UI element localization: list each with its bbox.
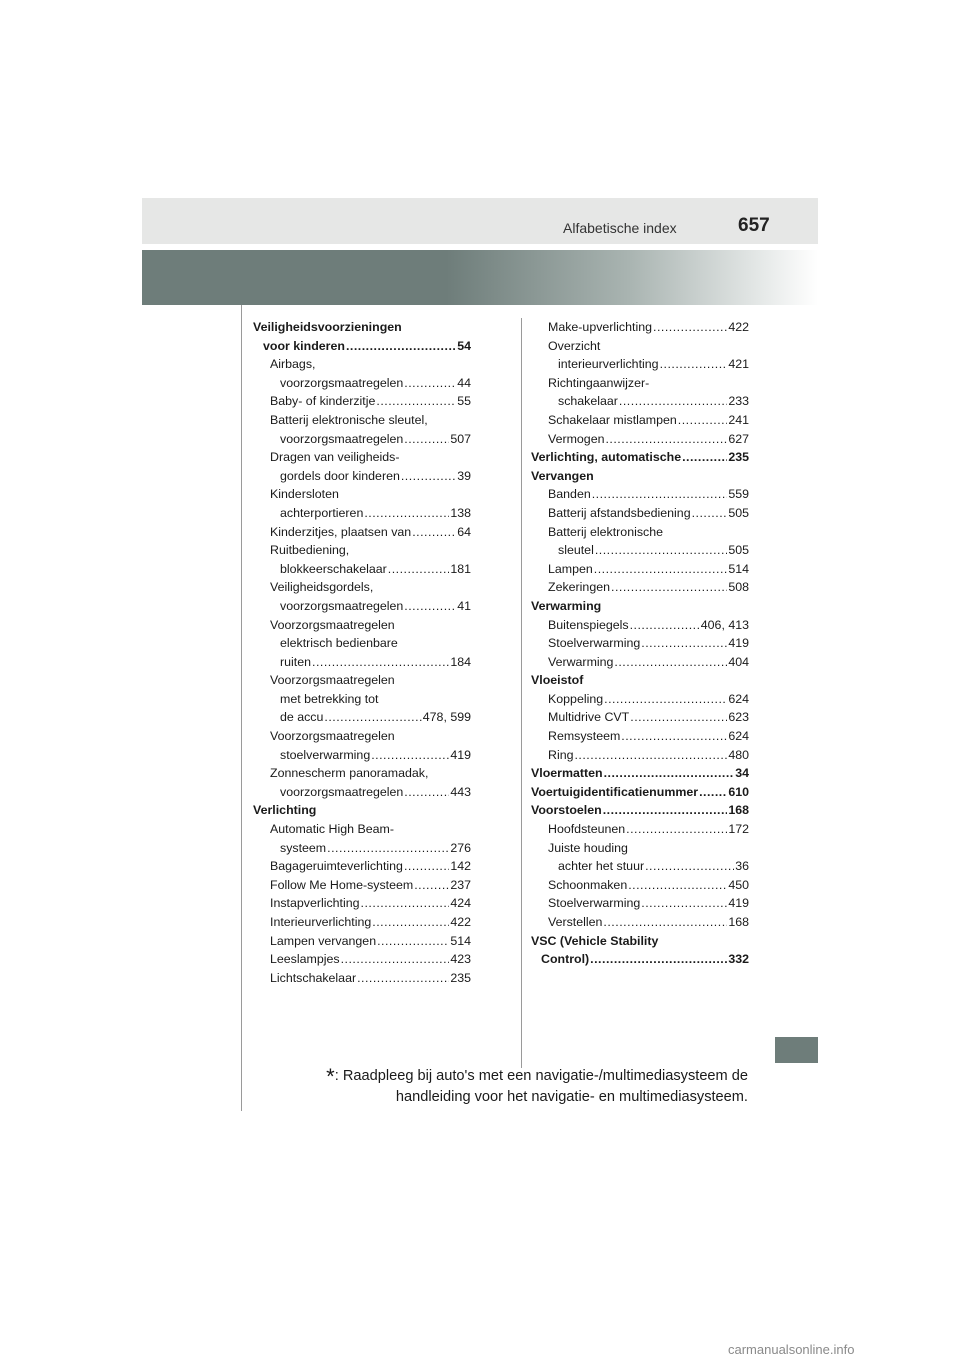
index-entry — [253, 541, 471, 560]
index-entry-page: 39 — [457, 468, 471, 483]
dot-leader — [574, 746, 727, 765]
dot-leader — [388, 560, 450, 579]
index-entry — [531, 727, 749, 746]
index-entry-text: Automatic High Beam- — [270, 822, 394, 837]
index-entry — [253, 764, 471, 783]
index-entry-text: Baby- of kinderzitje — [270, 394, 376, 409]
footnote — [300, 1066, 748, 1107]
index-entry — [531, 560, 749, 579]
index-entry-page: 233 — [728, 394, 749, 409]
index-entry-text: Lampen — [548, 561, 593, 576]
index-entry-page: 41 — [457, 598, 471, 613]
dot-leader — [645, 857, 734, 876]
index-entry-text: Batterij elektronische — [548, 524, 664, 539]
index-entry — [253, 727, 471, 746]
index-entry — [531, 839, 749, 858]
dot-leader — [653, 318, 727, 337]
index-entry-page: 559 — [728, 487, 749, 502]
index-entry — [531, 801, 749, 820]
dot-leader — [660, 355, 728, 374]
dot-leader — [603, 801, 728, 820]
index-entry-text: Overzicht — [548, 338, 601, 353]
index-entry-page: 610 — [728, 784, 749, 799]
index-entry-text: ruiten — [280, 654, 311, 669]
index-entry-page: 44 — [457, 375, 471, 390]
index-entry-page: 237 — [450, 877, 471, 892]
index-entry-text: Vervangen — [531, 468, 594, 483]
index-entry-page: 64 — [457, 524, 471, 539]
index-entry — [531, 355, 749, 374]
footnote-line-1 — [300, 1066, 748, 1087]
index-entry-page: 421 — [728, 357, 749, 372]
dot-leader — [592, 485, 728, 504]
index-entry — [531, 820, 749, 839]
index-entry-text: Voorzorgsmaatregelen — [270, 673, 395, 688]
header-bar — [142, 198, 818, 244]
index-entry — [531, 746, 749, 765]
dot-leader — [682, 448, 727, 467]
index-entry — [253, 708, 471, 727]
dot-leader — [614, 653, 727, 672]
index-entry-text: elektrisch bedienbare — [280, 636, 398, 651]
index-entry-text: Lichtschakelaar — [270, 970, 357, 985]
index-entry-text: systeem — [280, 840, 327, 855]
index-entry-text: Buitenspiegels — [548, 617, 629, 632]
index-entry-page: 514 — [450, 933, 471, 948]
index-entry-page: 168 — [728, 915, 749, 929]
page-number: 657 — [738, 215, 770, 236]
dot-leader — [641, 894, 727, 913]
index-entry — [253, 932, 471, 951]
index-entry — [253, 894, 471, 913]
index-entry-text: Bagageruimteverlichting — [270, 859, 403, 874]
index-entry — [531, 523, 749, 542]
dot-leader — [404, 374, 456, 393]
index-entry-text: Veiligheidsvoorzieningen — [253, 320, 402, 334]
index-entry-page: 624 — [728, 691, 749, 706]
index-entry — [253, 820, 471, 839]
index-entry — [531, 597, 749, 616]
dot-leader — [594, 560, 728, 579]
index-entry-text: Follow Me Home-systeem — [270, 877, 414, 892]
dot-leader — [630, 616, 700, 635]
index-entry-page: 36 — [735, 859, 749, 874]
dot-leader — [341, 950, 450, 969]
index-entry-text: Verlichting — [253, 803, 317, 818]
dot-leader — [605, 430, 727, 449]
index-entry-text: Control) — [541, 952, 590, 967]
index-entry — [531, 932, 749, 951]
dot-leader — [630, 708, 727, 727]
index-entry-page: 450 — [728, 877, 749, 892]
index-entry-text: Vloeistof — [531, 673, 584, 688]
index-entry-page: 419 — [728, 896, 749, 911]
index-entry — [531, 578, 749, 597]
dot-leader — [412, 523, 456, 542]
index-entry-text: Voorstoelen — [531, 803, 602, 818]
dot-leader — [401, 467, 456, 486]
index-entry-page: 514 — [728, 561, 749, 576]
index-entry-page: 480 — [728, 747, 749, 762]
index-entry — [253, 801, 471, 820]
index-entry-text: voor kinderen — [263, 338, 345, 353]
index-entry-text: Vloermatten — [531, 766, 603, 781]
index-entry-text: Verwarming — [531, 598, 602, 613]
watermark: carmanualsonline.info — [728, 1342, 855, 1357]
index-entry — [253, 430, 471, 449]
index-entry-page: 624 — [728, 729, 749, 744]
index-entry — [531, 876, 749, 895]
index-entry-text: achter het stuur — [558, 859, 645, 874]
index-entry-text: Verwarming — [548, 654, 614, 669]
dot-leader — [641, 634, 727, 653]
dot-leader — [372, 913, 449, 932]
index-entry-page: 508 — [728, 580, 749, 595]
index-entry-text: Remsysteem — [548, 729, 621, 744]
index-entry — [253, 337, 471, 356]
index-entry — [253, 374, 471, 393]
index-entry — [531, 764, 749, 783]
index-entry-text: Voorzorgsmaatregelen — [270, 729, 395, 744]
index-entry-text: Hoofdsteunen — [548, 822, 626, 837]
index-entry-text: voorzorgsmaatregelen — [280, 431, 404, 446]
dot-leader — [324, 708, 421, 727]
index-entry — [531, 448, 749, 467]
index-entry-page: 184 — [450, 654, 471, 669]
index-entry-page: 507 — [450, 431, 471, 446]
index-entry-text: Zonnescherm panoramadak, — [270, 766, 429, 781]
index-entry — [531, 430, 749, 449]
index-entry — [253, 839, 471, 858]
index-entry-text: Schoonmaken — [548, 877, 628, 892]
index-entry — [531, 653, 749, 672]
gradient-band — [142, 250, 818, 305]
dot-leader — [590, 950, 727, 969]
dot-leader — [626, 820, 727, 839]
dot-leader — [603, 913, 727, 932]
index-entry-page: 623 — [728, 710, 749, 725]
dot-leader — [312, 653, 449, 672]
index-entry-page: 168 — [728, 803, 749, 818]
index-entry — [531, 690, 749, 709]
index-entry-text: VSC (Vehicle Stability — [531, 933, 659, 948]
index-entry — [253, 392, 471, 411]
section-tab — [775, 1037, 818, 1063]
index-entry-text: blokkeerschakelaar — [280, 561, 387, 576]
dot-leader — [628, 876, 727, 895]
index-entry — [253, 634, 471, 653]
index-entry-text: Voorzorgsmaatregelen — [270, 617, 395, 632]
index-entry-page: 138 — [450, 505, 471, 520]
index-entry — [253, 355, 471, 374]
index-entry — [253, 857, 471, 876]
index-entry-text: schakelaar — [558, 394, 618, 409]
dot-leader — [357, 969, 449, 988]
index-entry-page: 419 — [728, 636, 749, 651]
dot-leader — [404, 783, 449, 802]
index-entry-text: Ring — [548, 747, 574, 762]
dot-leader — [364, 504, 449, 523]
index-entry — [253, 783, 471, 802]
dot-leader — [371, 746, 449, 765]
index-entry-page: 419 — [450, 747, 471, 762]
index-entry-text: Banden — [548, 487, 591, 502]
index-entry-text: voorzorgsmaatregelen — [280, 784, 404, 799]
dot-leader — [595, 541, 727, 560]
index-entry — [253, 485, 471, 504]
index-entry — [253, 969, 471, 988]
index-entry — [253, 597, 471, 616]
index-entry-text: Veiligheidsgordels, — [270, 580, 374, 595]
section-title: Alfabetische index — [563, 220, 677, 236]
index-entry-text: Interieurverlichting — [270, 915, 372, 929]
index-column-left — [253, 318, 471, 987]
index-entry-page: 235 — [450, 970, 471, 985]
index-entry-text: Instapverlichting — [270, 896, 360, 911]
index-entry-text: Leeslampjes — [270, 952, 340, 967]
index-entry-text: Airbags, — [270, 357, 316, 372]
index-entry-page: 627 — [728, 431, 749, 446]
index-entry — [253, 523, 471, 542]
dot-leader — [678, 411, 728, 430]
index-entry-text: Zekeringen — [548, 580, 610, 595]
index-entry — [253, 411, 471, 430]
index-entry-text: Ruitbediening, — [270, 543, 350, 558]
index-entry-text: Juiste houding — [548, 840, 628, 855]
index-entry-page: 34 — [735, 766, 749, 781]
index-entry — [253, 671, 471, 690]
index-entry-text: achterportieren — [280, 505, 364, 520]
column-divider — [521, 318, 522, 1068]
index-entry-page: 142 — [450, 859, 471, 874]
index-entry — [253, 653, 471, 672]
index-entry — [531, 671, 749, 690]
index-entry — [531, 485, 749, 504]
index-entry-text: Make-upverlichting — [548, 320, 652, 334]
index-entry-page: 276 — [450, 840, 471, 855]
dot-leader — [699, 783, 727, 802]
index-entry — [253, 913, 471, 932]
index-entry-page: 241 — [728, 412, 749, 427]
index-entry-page: 505 — [728, 543, 749, 558]
index-entry-text: Kindersloten — [270, 487, 339, 502]
index-entry — [531, 708, 749, 727]
dot-leader — [619, 392, 727, 411]
index-entry — [531, 783, 749, 802]
index-entry — [531, 913, 749, 932]
index-entry — [253, 318, 471, 337]
dot-leader — [376, 392, 456, 411]
index-entry-text: Vermogen — [548, 431, 605, 446]
index-entry-text: met betrekking tot — [280, 691, 379, 706]
index-entry-page: 404 — [728, 654, 749, 669]
index-entry-page: 172 — [728, 822, 749, 837]
index-entry — [253, 950, 471, 969]
index-entry-page: 478, 599 — [422, 710, 471, 725]
index-entry-page: 423 — [450, 952, 471, 967]
index-entry-text: interieurverlichting — [558, 357, 659, 372]
index-column-right — [531, 318, 749, 969]
index-entry — [531, 634, 749, 653]
dot-leader — [404, 430, 449, 449]
index-entry — [253, 876, 471, 895]
dot-leader — [404, 597, 456, 616]
index-entry-text: Dragen van veiligheids- — [270, 450, 400, 465]
index-entry — [253, 467, 471, 486]
index-entry — [253, 578, 471, 597]
index-entry — [531, 541, 749, 560]
index-entry-text: gordels door kinderen — [280, 468, 400, 483]
index-entry-text: voorzorgsmaatregelen — [280, 598, 404, 613]
index-entry-text: stoelverwarming — [280, 747, 371, 762]
index-entry-text: Schakelaar mistlampen — [548, 412, 677, 427]
index-entry-text: Lampen vervangen — [270, 933, 377, 948]
left-margin-rule — [241, 305, 242, 1111]
index-entry-text: Stoelverwarming — [548, 636, 641, 651]
index-entry — [531, 318, 749, 337]
index-entry-text: de accu — [280, 710, 324, 725]
index-entry — [531, 894, 749, 913]
index-entry-page: 181 — [450, 561, 471, 576]
index-entry — [531, 374, 749, 393]
dot-leader — [377, 932, 449, 951]
dot-leader — [404, 857, 449, 876]
index-entry-text: Voertuigidentificatienummer — [531, 784, 699, 799]
dot-leader — [604, 764, 735, 783]
index-entry — [531, 950, 749, 969]
dot-leader — [611, 578, 727, 597]
index-entry-page: 406, 413 — [700, 617, 749, 632]
dot-leader — [361, 894, 450, 913]
index-entry-text: voorzorgsmaatregelen — [280, 375, 404, 390]
index-entry-page: 235 — [728, 450, 749, 465]
index-entry-text: Verlichting, automatische — [531, 450, 682, 465]
index-entry — [531, 616, 749, 635]
index-entry-text: Kinderzitjes, plaatsen van — [270, 524, 412, 539]
index-entry-page: 422 — [728, 320, 749, 334]
index-entry-page: 443 — [450, 784, 471, 799]
footnote-line-2: handleiding voor het navigatie- en multimediasysteem. — [395, 1089, 748, 1105]
index-entry-text: Koppeling — [548, 691, 604, 706]
index-entry-page: 332 — [728, 952, 749, 967]
index-entry-text: sleutel — [558, 543, 594, 558]
index-entry — [253, 690, 471, 709]
index-entry — [531, 337, 749, 356]
index-entry-page: 55 — [457, 394, 471, 409]
index-entry — [531, 392, 749, 411]
index-entry-page: 422 — [450, 915, 471, 929]
dot-leader — [621, 727, 727, 746]
index-entry-page: 54 — [457, 338, 471, 353]
index-entry — [531, 411, 749, 430]
dot-leader — [346, 337, 456, 356]
index-entry — [531, 504, 749, 523]
footnote-marker: * — [326, 1064, 335, 1089]
index-entry-page: 505 — [728, 505, 749, 520]
index-entry — [253, 448, 471, 467]
dot-leader — [604, 690, 727, 709]
index-entry-page: 424 — [450, 896, 471, 911]
dot-leader — [692, 504, 728, 523]
index-entry — [253, 560, 471, 579]
index-entry — [253, 504, 471, 523]
dot-leader — [327, 839, 449, 858]
index-entry-text: Multidrive CVT — [548, 710, 630, 725]
index-entry — [531, 467, 749, 486]
index-entry-text: Richtingaanwijzer- — [548, 375, 650, 390]
index-entry — [253, 616, 471, 635]
index-entry-text: Batterij elektronische sleutel, — [270, 412, 428, 427]
index-entry-text: Batterij afstandsbediening — [548, 505, 691, 520]
footnote-text-1: : Raadpleeg bij auto's met een navigatie-/multimediasysteem de — [334, 1068, 748, 1084]
index-entry-text: Verstellen — [548, 915, 603, 929]
index-entry — [531, 857, 749, 876]
dot-leader — [414, 876, 449, 895]
index-entry — [253, 746, 471, 765]
index-entry-text: Stoelverwarming — [548, 896, 641, 911]
